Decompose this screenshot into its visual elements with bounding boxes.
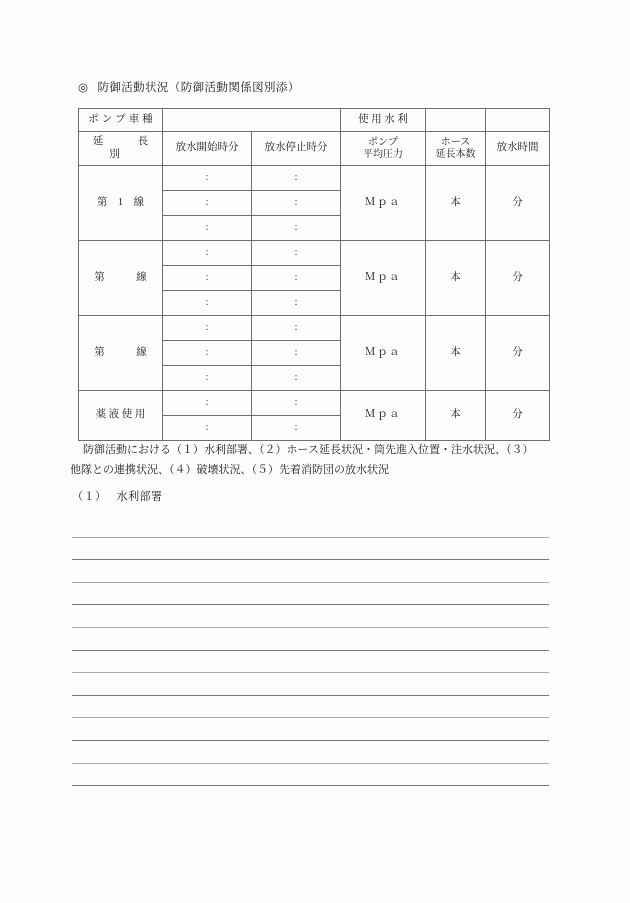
pump-pressure-cell[interactable] bbox=[341, 166, 426, 241]
writing-rule-line[interactable] bbox=[72, 651, 549, 674]
table-row bbox=[79, 241, 550, 266]
group-label: 第 線 bbox=[79, 241, 163, 316]
header-hose-count bbox=[426, 132, 486, 166]
hose-count-cell[interactable] bbox=[426, 316, 486, 391]
unit-mpa: Ｍｐａ bbox=[364, 346, 402, 358]
discharge-stop-cell[interactable]: : bbox=[252, 416, 341, 441]
writing-rule-line[interactable] bbox=[72, 764, 549, 787]
header-blank-cell-2 bbox=[426, 109, 486, 132]
discharge-start-cell[interactable]: : bbox=[163, 191, 252, 216]
unit-mpa: Ｍｐａ bbox=[364, 196, 402, 208]
unit-hose: 本 bbox=[450, 271, 461, 283]
hose-count-cell[interactable] bbox=[426, 391, 486, 441]
discharge-stop-cell[interactable]: : bbox=[252, 216, 341, 241]
discharge-start-cell[interactable]: : bbox=[163, 416, 252, 441]
unit-duration: 分 bbox=[512, 196, 523, 208]
discharge-stop-cell[interactable]: : bbox=[252, 266, 341, 291]
hose-count-cell[interactable] bbox=[426, 241, 486, 316]
group-label: 第 線 bbox=[79, 316, 163, 391]
header-discharge-duration: 放水時間 bbox=[486, 132, 550, 166]
unit-hose: 本 bbox=[450, 346, 461, 358]
section-number: （１） bbox=[72, 491, 107, 503]
discharge-stop-cell[interactable]: : bbox=[252, 366, 341, 391]
writing-rule-line[interactable] bbox=[72, 605, 549, 628]
header-pump-vehicle-type: ポンプ車種 bbox=[79, 109, 163, 132]
pump-pressure-cell[interactable] bbox=[341, 391, 426, 441]
hose-count-cell[interactable] bbox=[426, 166, 486, 241]
writing-rule-line[interactable] bbox=[72, 538, 549, 561]
header-water-supply: 使 用 水 利 bbox=[341, 109, 426, 132]
table-header-top-row bbox=[79, 109, 550, 132]
discharge-start-cell[interactable]: : bbox=[163, 366, 252, 391]
discharge-start-cell[interactable]: : bbox=[163, 341, 252, 366]
unit-duration: 分 bbox=[512, 346, 523, 358]
activity-note bbox=[70, 440, 560, 481]
header-blank-cell-3 bbox=[486, 109, 550, 132]
table-header-main-row bbox=[79, 132, 550, 166]
header-discharge-start: 放水開始時分 bbox=[163, 132, 252, 166]
header-blank-cell bbox=[163, 109, 341, 132]
writing-rule-line[interactable] bbox=[72, 696, 549, 719]
header-pump-pressure-line2: 平均圧力 bbox=[363, 148, 403, 160]
discharge-start-cell[interactable]: : bbox=[163, 241, 252, 266]
title-text: 防御活動状況（防御活動関係図別添） bbox=[97, 82, 300, 94]
discharge-stop-cell[interactable]: : bbox=[252, 191, 341, 216]
title-marker-icon: ◎ bbox=[78, 82, 89, 94]
discharge-duration-cell[interactable] bbox=[486, 241, 550, 316]
discharge-start-cell[interactable]: : bbox=[163, 166, 252, 191]
fire-defense-activity-table bbox=[78, 108, 550, 441]
header-line-class: 延 長 別 bbox=[79, 132, 163, 166]
discharge-start-cell[interactable]: : bbox=[163, 216, 252, 241]
discharge-duration-cell[interactable] bbox=[486, 391, 550, 441]
discharge-stop-cell[interactable]: : bbox=[252, 241, 341, 266]
table-row bbox=[79, 166, 550, 191]
ruled-writing-area[interactable] bbox=[72, 515, 549, 786]
discharge-duration-cell[interactable] bbox=[486, 166, 550, 241]
note-line-2: 他隊との連携状況、（４）破壊状況、（５）先着消防団の放水状況 bbox=[70, 464, 389, 477]
pump-pressure-cell[interactable] bbox=[341, 241, 426, 316]
header-hose-line1: ホース bbox=[440, 137, 471, 148]
discharge-stop-cell[interactable]: : bbox=[252, 291, 341, 316]
discharge-start-cell[interactable]: : bbox=[163, 266, 252, 291]
header-discharge-stop: 放水停止時分 bbox=[252, 132, 341, 166]
header-pump-pressure-line1: ポンプ bbox=[368, 137, 398, 148]
writing-rule-line[interactable] bbox=[72, 515, 549, 538]
discharge-start-cell[interactable]: : bbox=[163, 391, 252, 416]
unit-hose: 本 bbox=[450, 196, 461, 208]
section-heading bbox=[72, 488, 162, 504]
group-label: 第 1 線 bbox=[79, 166, 163, 241]
group-label: 薬 液 使 用 bbox=[79, 391, 163, 441]
unit-duration: 分 bbox=[512, 271, 523, 283]
unit-mpa: Ｍｐａ bbox=[364, 271, 402, 283]
discharge-start-cell[interactable]: : bbox=[163, 291, 252, 316]
discharge-stop-cell[interactable]: : bbox=[252, 166, 341, 191]
writing-rule-line[interactable] bbox=[72, 628, 549, 651]
header-hose-line2: 延長本数 bbox=[435, 148, 476, 160]
unit-duration: 分 bbox=[512, 409, 523, 421]
table-row bbox=[79, 316, 550, 341]
writing-rule-line[interactable] bbox=[72, 673, 549, 696]
table-row bbox=[79, 391, 550, 416]
unit-hose: 本 bbox=[450, 409, 461, 421]
writing-rule-line[interactable] bbox=[72, 718, 549, 741]
discharge-start-cell[interactable]: : bbox=[163, 316, 252, 341]
discharge-stop-cell[interactable]: : bbox=[252, 341, 341, 366]
discharge-stop-cell[interactable]: : bbox=[252, 316, 341, 341]
header-pump-pressure bbox=[341, 132, 426, 166]
discharge-stop-cell[interactable]: : bbox=[252, 391, 341, 416]
pump-pressure-cell[interactable] bbox=[341, 316, 426, 391]
writing-rule-line[interactable] bbox=[72, 560, 549, 583]
unit-mpa: Ｍｐａ bbox=[364, 409, 402, 421]
writing-rule-line[interactable] bbox=[72, 741, 549, 764]
section-label: 水利部署 bbox=[116, 491, 163, 503]
page-title bbox=[78, 79, 300, 95]
note-line-1: 防御活動における（１）水利部署、（２）ホース延長状況・筒先進入位置・注水状況、（３） bbox=[83, 444, 534, 456]
discharge-duration-cell[interactable] bbox=[486, 316, 550, 391]
writing-rule-line[interactable] bbox=[72, 583, 549, 606]
